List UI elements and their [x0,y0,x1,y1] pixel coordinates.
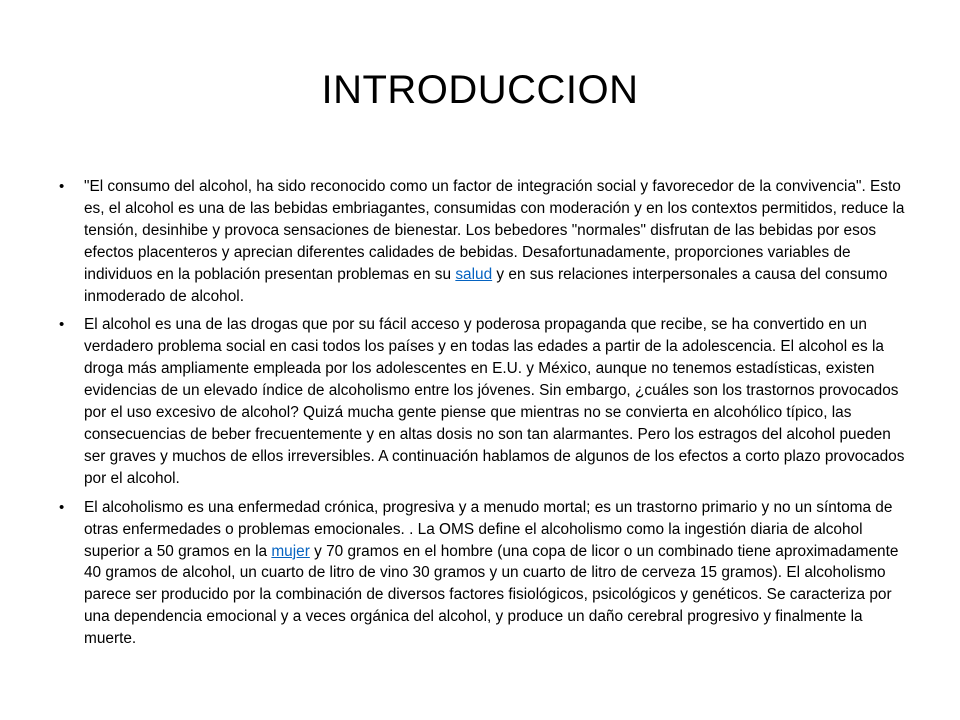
bullet-dot-icon: • [59,498,65,516]
paragraph-1-text-after: y en sus relaciones interpersonales a causa del consumo inmoderado de alcohol. [84,265,888,305]
paragraph-3-text-after: y 70 gramos en el hombre (una copa de licor o un combinado tiene aproximadamente 40 gramos de alcohol, un cuarto de litro de vino 30 gramos y un cuarto de litro de cerveza 15 gramos). El alcoholismo parece ser producido por la combinación de diversos factores fisiológicos, psicológicos y genéticos. Se caracteriza por una dependencia emocional y a veces orgánica del alcohol, y produce un daño cerebral progresivo y finalmente la muerte. [84,542,899,648]
paragraph-3-text-before: El alcoholismo es una enfermedad crónica, progresiva y a menudo mortal; es un trastorno primario y no un síntoma de otras enfermedades o problemas emocionales. . La OMS define el alcoholismo como la ingestión diaria de alcohol superior a 50 gramos en la [84,498,893,560]
bullet-item-2 [59,314,908,489]
bullet-item-3 [59,497,908,650]
bullet-item-1 [59,176,908,307]
bullet-dot-icon: • [59,178,65,195]
mujer-link[interactable]: mujer [271,542,310,560]
salud-link[interactable]: salud [455,265,493,283]
paragraph-1-text-before: "El consumo del alcohol, ha sido reconocido como un factor de integración social y favorecedor de la convivencia". Esto es, el alcohol es una de las bebidas embriagantes, consumidas con moderación y en los contextos permitidos, reduce la tensión, desinhibe y provoca sensaciones de bienestar. Los bebedores "normales" disfrutan de las bebidas por esos efectos placenteros y aprecian diferentes calidades de bebidas. Desafortunadamente, proporciones variables de individuos en la población presentan problemas en su [84,178,905,283]
paragraph-2-text: El alcohol es una de las drogas que por su fácil acceso y poderosa propaganda que recibe, se ha convertido en un verdadero problema social en casi todos los países y en todas las edades a partir de la adolescencia. El alcohol es la droga más ampliamente empleada por los adolescentes en E.U. y México, aunque no tenemos estadísticas, existen evidencias de un elevado índice de alcoholismo entre los jóvenes. Sin embargo, ¿cuáles son los trastornos provocados por el uso excesivo de alcohol? Quizá mucha gente piense que mientras no se convierta en alcohólico típico, las consecuencias de beber frecuentemente y en altas dosis no son tan alarmantes. Pero los estragos del alcohol pueden ser graves y muchos de ellos irreversibles. A continuación hablamos de algunos de los efectos a corto plazo provocados por el alcohol. [84,316,905,487]
bullet-list [59,176,908,657]
bullet-dot-icon: • [59,316,65,334]
slide-title: INTRODUCCION [321,68,639,112]
